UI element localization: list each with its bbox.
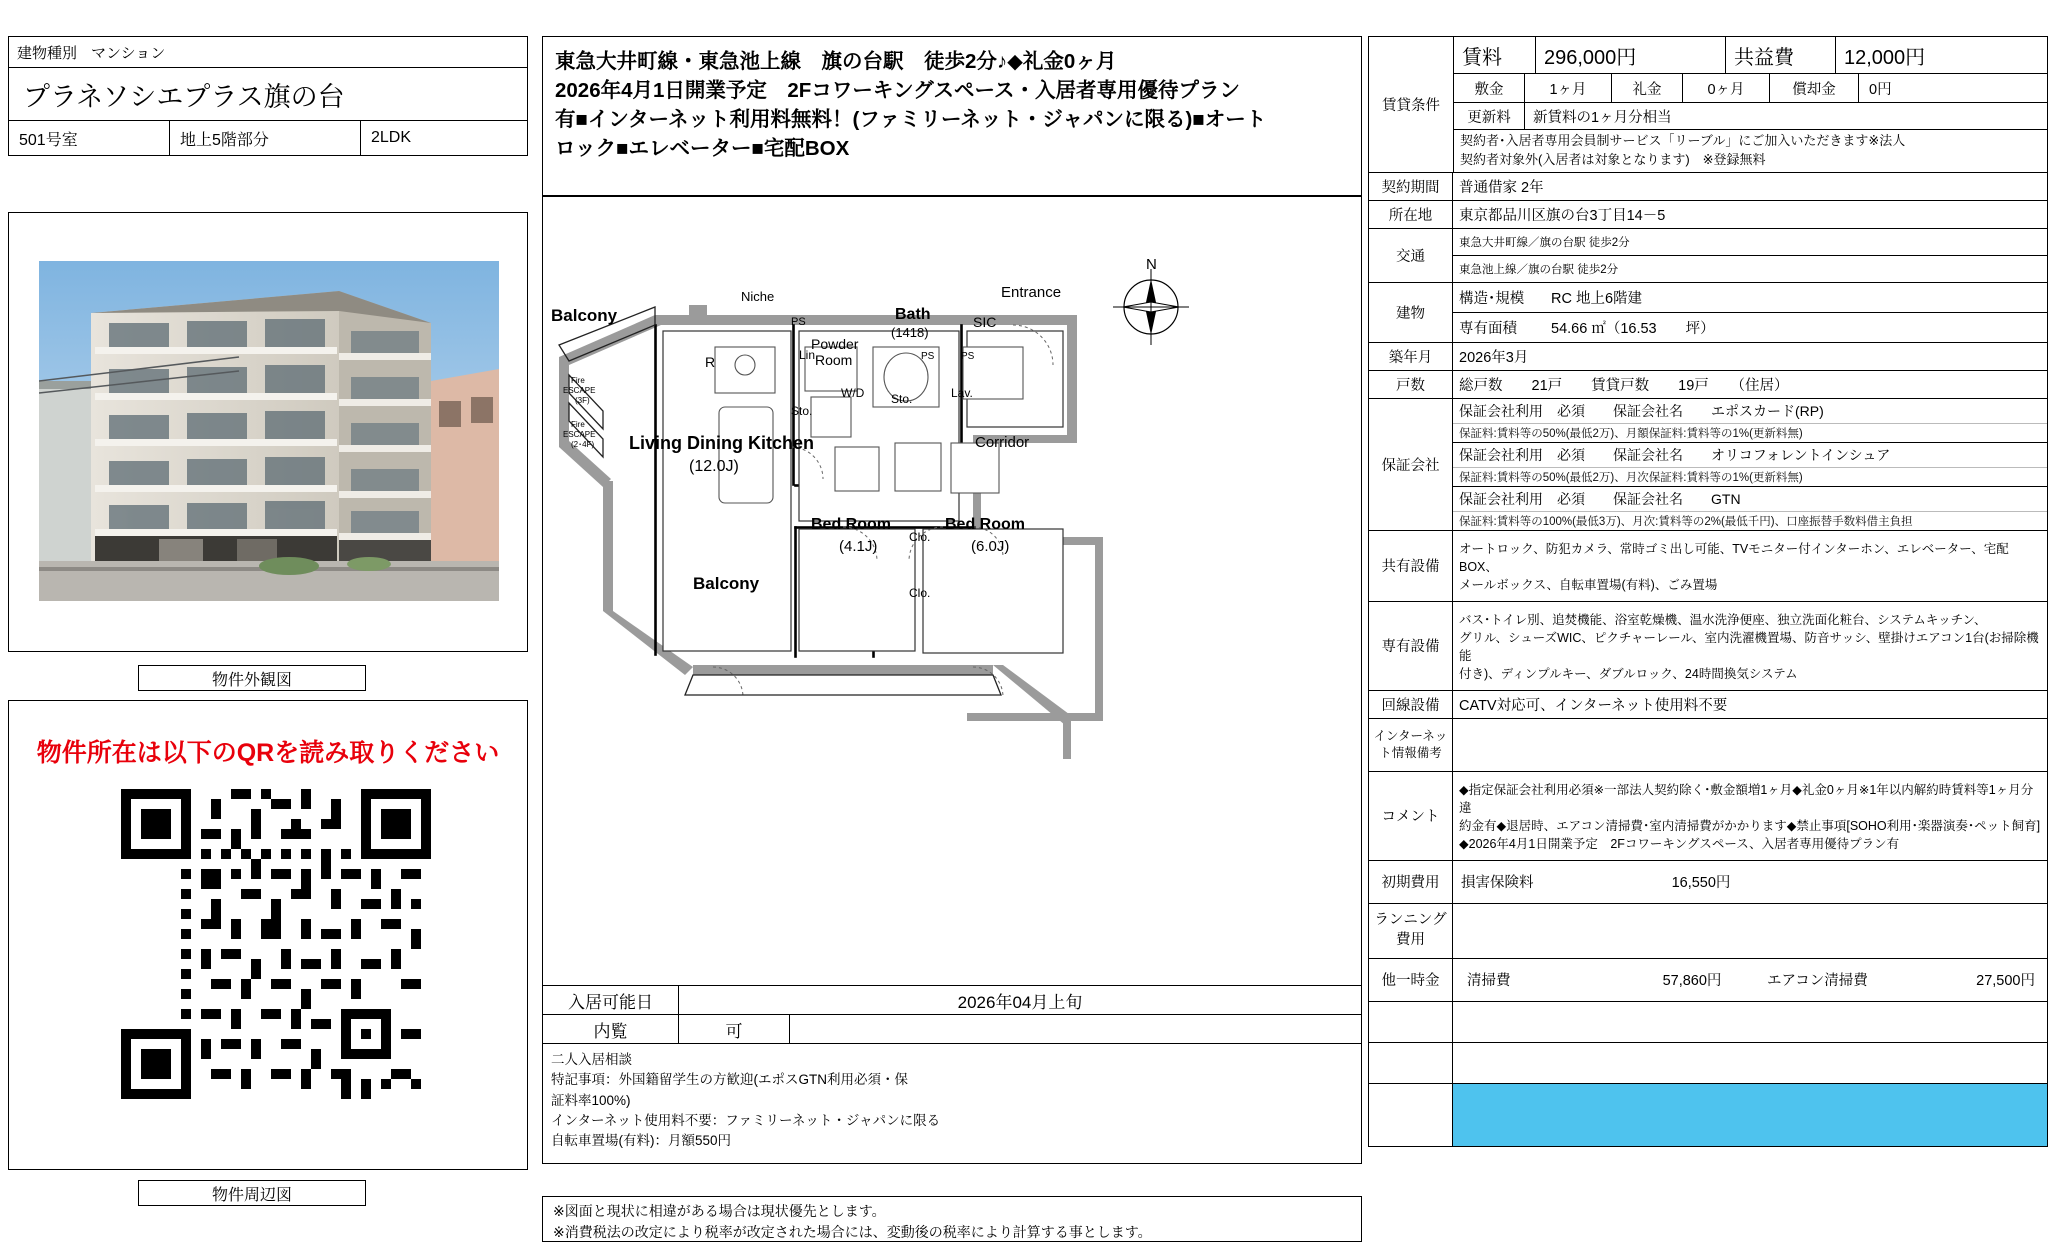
- building-label: 建物: [1369, 283, 1453, 342]
- comment-line-1: ◆指定保証会社利用必須※一部法人契約除く･敷金額増1ヶ月◆礼金0ヶ月※1年以内解約時賃料等1ヶ月分違: [1459, 782, 2034, 815]
- renewal-row: [1454, 103, 2047, 130]
- property-header-table: [8, 36, 528, 156]
- qr-map-box: [8, 700, 528, 1170]
- available-date-row: [543, 986, 1361, 1015]
- transport-row: [1369, 229, 2047, 283]
- insurance-value: 16,550円: [1671, 875, 1731, 892]
- ac-cleaning-label: エアコン清掃費: [1767, 973, 1868, 990]
- svg-text:Balcony: Balcony: [693, 574, 760, 593]
- disclaimer-box: [542, 1196, 1362, 1242]
- svg-text:(2･4F): (2･4F): [571, 440, 595, 449]
- layout-info: 2LDK: [371, 129, 412, 146]
- svg-text:Corridor: Corridor: [975, 434, 1030, 451]
- internet-note-label: インターネット情報備考: [1369, 719, 1453, 771]
- contract-period-label: 契約期間: [1369, 173, 1453, 200]
- viewing-spacer: [790, 1015, 1361, 1044]
- viewing-label: 内覧: [543, 1015, 679, 1044]
- renewal-label: 更新料: [1454, 103, 1525, 129]
- svg-text:Fire: Fire: [571, 420, 585, 429]
- qr-code[interactable]: [121, 789, 431, 1099]
- highlight-value: [1453, 1084, 2047, 1146]
- svg-text:PS: PS: [961, 351, 975, 362]
- building-type-row: [9, 37, 527, 68]
- svg-text:Clo.: Clo.: [909, 530, 931, 544]
- exterior-photo: [39, 261, 499, 601]
- private-facilities-line-2: グリル、シューズWIC、ピクチャーレール、室内洗濯機置場、防音サッシ、壁掛けエアコン1台(お掃除機能: [1459, 630, 2039, 663]
- availability-table: [542, 986, 1362, 1044]
- private-facilities-row: [1369, 602, 2047, 691]
- svg-text:Lin.: Lin.: [799, 348, 819, 362]
- common-fee-value: 12,000円: [1844, 46, 1926, 69]
- remark-line-3: 証料率100%): [551, 1092, 631, 1108]
- running-cost-label: ランニング費用: [1369, 904, 1453, 958]
- contract-period-row: [1369, 173, 2047, 201]
- line-equipment-label: 回線設備: [1369, 691, 1453, 718]
- svg-text:Room: Room: [815, 352, 853, 368]
- floor-info: 地上5階部分: [170, 121, 361, 155]
- svg-text:ESCAPE: ESCAPE: [563, 430, 596, 439]
- building-row: [1369, 283, 2047, 343]
- svg-text:Fire: Fire: [571, 376, 585, 385]
- address-row: [1369, 201, 2047, 229]
- svg-text:Bath: Bath: [895, 306, 931, 323]
- guarantee-row: [1369, 399, 2047, 531]
- guarantee-company-3: 保証会社利用 必須 保証会社名 GTN: [1453, 487, 2047, 512]
- common-fee-label: 共益費: [1726, 37, 1836, 73]
- blank-label-1: [1369, 1002, 1453, 1042]
- private-facilities-line-3: 付き)、ディンプルキー、ダブルロック、24時間換気システム: [1459, 666, 1798, 681]
- built-year-value: 2026年3月: [1459, 349, 1529, 366]
- svg-text:Bed Room: Bed Room: [811, 516, 891, 533]
- built-year-label: 築年月: [1369, 343, 1453, 370]
- room-number: 501号室: [9, 121, 170, 155]
- structure-value: RC 地上6階建: [1551, 290, 1643, 307]
- address-value: 東京都品川区旗の台3丁目14－5: [1459, 207, 1666, 224]
- exterior-photo-image: [39, 261, 499, 601]
- transport-line-2: 東急池上線／旗の台駅 徒歩2分: [1459, 263, 1619, 276]
- area-label: 専有面積: [1459, 320, 1517, 337]
- svg-text:Lav.: Lav.: [951, 386, 973, 400]
- line-equipment-row: [1369, 691, 2047, 719]
- address-label: 所在地: [1369, 201, 1453, 228]
- guarantee-detail-1: 保証料:賃料等の50%(最低2万)、月額保証料:賃料等の1%(更新料無): [1453, 424, 2047, 443]
- svg-text:(4.1J): (4.1J): [839, 538, 878, 555]
- exterior-photo-caption: 物件外観図: [138, 665, 366, 691]
- svg-text:PS: PS: [921, 351, 935, 362]
- building-type-label: 建物種別: [17, 44, 78, 62]
- terms-label: 賃貸条件: [1369, 37, 1454, 172]
- qr-instruction-text: 物件所在は以下のQRを読み取りください: [36, 739, 500, 767]
- private-facilities-line-1: バス･トイレ別、追焚機能、浴室乾燥機、温水洗浄便座、独立洗面化粧台、システムキッチン、: [1459, 612, 1987, 627]
- key-money-label: 礼金: [1612, 74, 1683, 102]
- amortization-label: 償却金: [1770, 74, 1859, 102]
- membership-note: [1454, 130, 2047, 172]
- rent-value: 296,000円: [1536, 37, 1726, 73]
- blurb-line-3: 有■インターネット利用料無料！(ファミリーネット・ジャパンに限る)■オート: [555, 108, 1267, 132]
- blank-value-1: [1453, 1002, 2047, 1042]
- svg-text:Powder: Powder: [811, 336, 859, 352]
- viewing-row: [543, 1015, 1361, 1044]
- remark-line-1: 二人入居相談: [551, 1052, 632, 1067]
- building-type-value: マンション: [91, 44, 166, 62]
- key-money-value: 0ヶ月: [1683, 74, 1770, 102]
- rent-block: [1369, 37, 2047, 173]
- details-table: [1368, 36, 2048, 1147]
- shared-facilities-line-2: メールボックス、自転車置場(有料)、ごみ置場: [1459, 577, 1718, 592]
- highlight-label: [1369, 1084, 1453, 1146]
- blurb-line-1: 東急大井町線・東急池上線 旗の台駅 徒歩2分♪◆礼金0ヶ月: [555, 50, 1117, 73]
- remark-line-4: インターネット使用料不要：ファミリーネット・ジャパンに限る: [551, 1112, 941, 1128]
- svg-text:Clo.: Clo.: [909, 586, 931, 600]
- internet-note-row: [1369, 719, 2047, 772]
- blurb-line-4: ロック■エレベーター■宅配BOX: [555, 137, 850, 161]
- svg-text:R: R: [705, 354, 716, 370]
- guarantee-company-1: 保証会社利用 必須 保証会社名 エポスカード(RP): [1453, 399, 2047, 424]
- svg-text:(12.0J): (12.0J): [689, 458, 739, 475]
- comment-line-2: 約金有◆退居時、エアコン清掃費･室内清掃費がかかります◆禁止事項[SOHO利用･楽器演奏･ペット飼育]: [1459, 818, 2041, 833]
- area-value: 54.66 ㎡（16.53 坪）: [1551, 320, 1715, 337]
- svg-text:Niche: Niche: [741, 289, 775, 304]
- transport-line-1: 東急大井町線／旗の台駅 徒歩2分: [1453, 229, 2047, 256]
- ac-cleaning-value: 27,500円: [1976, 973, 2035, 990]
- comment-row: [1369, 772, 2047, 861]
- guarantee-detail-3: 保証料:賃料等の100%(最低3万)、月次:賃料等の2%(最低千円)、口座振替手数料借主負担: [1459, 515, 1913, 528]
- built-year-row: [1369, 343, 2047, 371]
- comment-line-3: ◆2026年4月1日開業予定 2Fコワーキングスペース、入居者専用優待プラン有: [1459, 836, 1900, 851]
- shared-facilities-line-1: オートロック、防犯カメラ、常時ゴミ出し可能、TVモニター付インターホン、エレベーター、宅配BOX、: [1459, 541, 2009, 574]
- svg-text:(3F): (3F): [575, 396, 590, 405]
- guarantee-label: 保証会社: [1369, 399, 1453, 530]
- comment-label: コメント: [1369, 772, 1453, 860]
- svg-text:SIC: SIC: [973, 314, 997, 330]
- map-caption: 物件周辺図: [138, 1180, 366, 1206]
- svg-text:Sto.: Sto.: [891, 392, 913, 406]
- blank-row-2: [1369, 1043, 2047, 1084]
- rent-row: [1454, 37, 2047, 74]
- shared-facilities-row: [1369, 531, 2047, 602]
- property-name: プラネソシエプラス旗の台: [9, 68, 527, 121]
- contract-period-value: 普通借家 2年: [1459, 179, 1544, 196]
- available-date-label: 入居可能日: [543, 986, 679, 1014]
- private-facilities-label: 専有設備: [1369, 602, 1453, 690]
- amortization-value: 0円: [1869, 81, 1892, 98]
- blank-row-1: [1369, 1002, 2047, 1043]
- deposit-label: 敷金: [1454, 74, 1525, 102]
- running-cost-row: [1369, 904, 2047, 959]
- blank-label-2: [1369, 1043, 1453, 1083]
- running-cost-value: [1453, 904, 2047, 958]
- initial-cost-row: [1369, 861, 2047, 904]
- disclaimer-line-1: ※図面と現状に相違がある場合は現状優先とします。: [553, 1203, 886, 1219]
- deposit-row: [1454, 74, 2047, 103]
- svg-text:Bed Room: Bed Room: [945, 516, 1025, 533]
- guarantee-company-2: 保証会社利用 必須 保証会社名 オリコフォレントインシュア: [1453, 443, 2047, 468]
- structure-label: 構造･規模: [1459, 290, 1525, 307]
- initial-cost-label: 初期費用: [1369, 861, 1453, 903]
- svg-text:Entrance: Entrance: [1001, 284, 1062, 301]
- blank-value-2: [1453, 1043, 2047, 1083]
- onetime-cost-label: 他一時金: [1369, 959, 1453, 1001]
- svg-text:PS: PS: [791, 316, 806, 328]
- available-date-value: 2026年04月上旬: [957, 992, 1083, 1012]
- deposit-value: 1ヶ月: [1525, 74, 1612, 102]
- floorplan-box: [542, 196, 1362, 986]
- transport-label: 交通: [1369, 229, 1453, 282]
- svg-text:ESCAPE: ESCAPE: [563, 386, 596, 395]
- cleaning-fee-label: 清掃費: [1467, 973, 1511, 990]
- units-row: [1369, 371, 2047, 399]
- svg-text:W/D: W/D: [841, 386, 865, 400]
- room-info-row: [9, 121, 527, 155]
- svg-text:Living Dining Kitchen: Living Dining Kitchen: [629, 433, 814, 453]
- viewing-value: 可: [679, 1015, 790, 1044]
- guarantee-detail-2: 保証料:賃料等の50%(最低2万)、月次保証料:賃料等の1%(更新料無): [1453, 468, 2047, 487]
- qr-code-image: [121, 789, 431, 1099]
- svg-text:(1418): (1418): [891, 325, 929, 340]
- floorplan-drawing: [543, 197, 1361, 985]
- highlight-row: [1369, 1084, 2047, 1146]
- membership-note-line-2: 契約者対象外(入居者は対象となります) ※登録無料: [1460, 151, 1766, 167]
- cleaning-fee-value: 57,860円: [1662, 973, 1722, 990]
- exterior-photo-box: [8, 212, 528, 652]
- renewal-value: 新賃料の1ヶ月分相当: [1533, 109, 1672, 126]
- blurb-line-2: 2026年4月1日開業予定 2Fコワーキングスペース・入居者専用優待プラン: [555, 79, 1240, 103]
- units-value: 総戸数 21戸 賃貸戸数 19戸 （住居）: [1459, 377, 1789, 394]
- rent-label: 賃料: [1454, 37, 1536, 73]
- line-equipment-value: CATV対応可、インターネット使用料不要: [1459, 697, 1728, 714]
- remark-line-5: 自転車置場(有料)：月額550円: [551, 1133, 732, 1148]
- disclaimer-line-2: ※消費税法の改定により税率が改定された場合には、変動後の税率により計算する事とします。: [553, 1224, 1152, 1240]
- svg-text:N: N: [1146, 256, 1157, 273]
- units-label: 戸数: [1369, 371, 1453, 398]
- svg-text:(6.0J): (6.0J): [971, 538, 1010, 555]
- membership-note-line-1: 契約者･入居者専用会員制サービス「リーブル」にご加入いただきます※法人: [1460, 133, 1906, 148]
- remarks-box: [542, 1044, 1362, 1164]
- onetime-cost-row: [1369, 959, 2047, 1002]
- internet-note-value: [1453, 719, 2047, 771]
- insurance-label: 損害保険料: [1461, 875, 1534, 892]
- headline-blurb: [542, 36, 1362, 196]
- svg-text:Sto.: Sto.: [791, 404, 813, 418]
- remark-line-2: 特記事項：外国籍留学生の方歓迎(エポスGTN利用必須・保: [551, 1072, 908, 1088]
- svg-text:Balcony: Balcony: [551, 306, 618, 325]
- shared-facilities-label: 共有設備: [1369, 531, 1453, 601]
